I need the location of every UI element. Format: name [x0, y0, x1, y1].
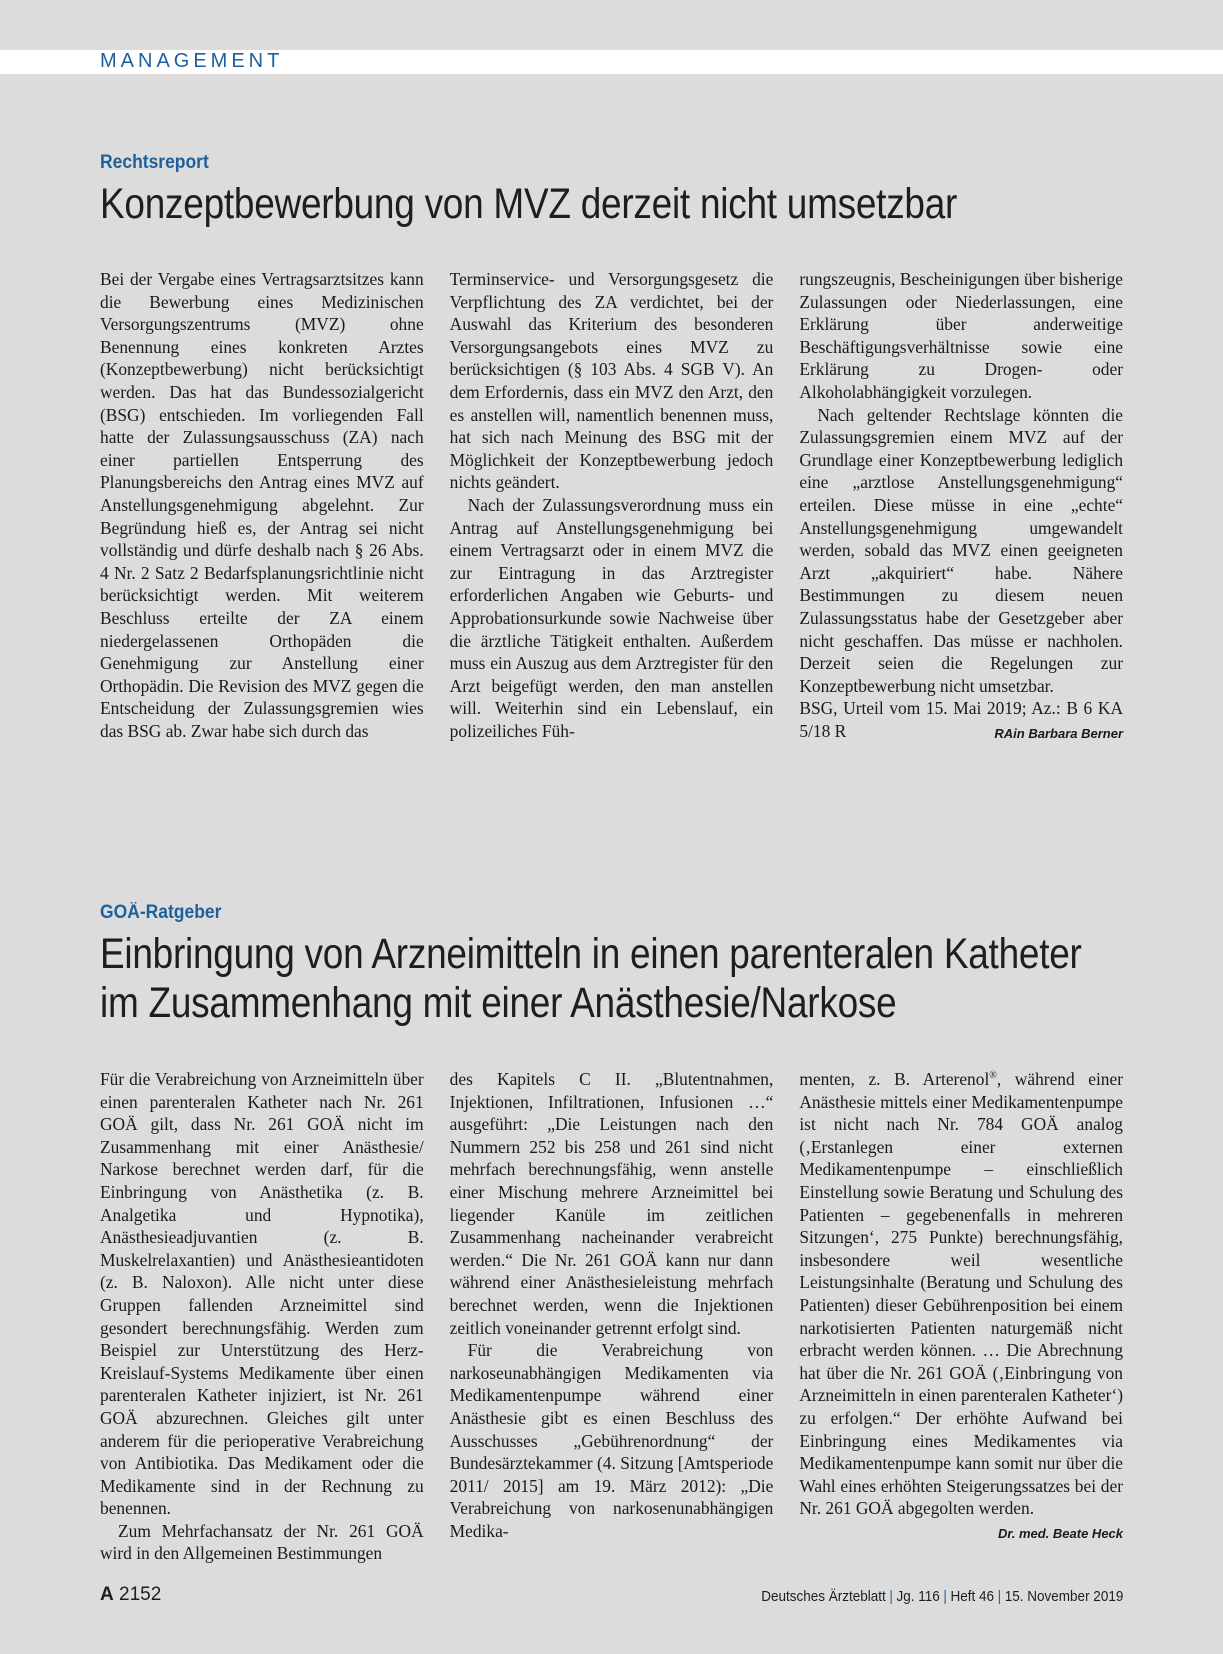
paragraph: Nach geltender Rechtslage könnten die Zulassungsgremien einem MVZ auf der Grundlage einer Konzeptbewerbung lediglich eine „arztlose Anstellungsgenehmigung“ erteilen. Diese müsse in eine „echte“ Anstellungsgenehmigung umgewandelt werden, sobald das MVZ einen geeigneten Arzt „akquiriert“ habe. Nähere Bestimmungen zu diesem neuen Zulassungsstatus habe der Gesetzgeber aber nicht geschaffen. Das müsse er nachholen. Derzeit seien die Regelungen zur Konzeptbewerbung nicht umsetzbar.: [799, 404, 1124, 696]
page-number-value: 2152: [119, 1584, 162, 1605]
paragraph: [799, 1068, 1124, 1541]
registered-mark: ®: [989, 1070, 997, 1082]
article2-column-2: [450, 1068, 774, 1565]
separator: |: [943, 1588, 947, 1605]
page-prefix: A: [100, 1584, 114, 1605]
article1-column-1: [100, 268, 424, 745]
article1-column-3: [799, 268, 1123, 745]
paragraph: Zum Mehrfachansatz der Nr. 261 GOÄ wird in den Allgemeinen Bestimmungen: [100, 1520, 424, 1564]
paragraph: rungszeugnis, Bescheinigungen über bisherige Zulassungen oder Niederlassungen, eine Erklärung über anderweitige Beschäftigungsverhältnisse sowie eine Erklärung zu Drogen- oder Alkoholabhängigkeit vorzulegen.: [799, 269, 1124, 402]
article2-title-line-2: im Zusammenhang mit einer Anästhesie/Narkose: [100, 979, 897, 1027]
paragraph: Terminservice- und Versorgungsgesetz die Verpflichtung des ZA verdichtet, bei der Auswahl das Kriterium des besonderen Versorgungsangebots eines MVZ zu berücksichtigen (§ 103 Abs. 4 SGB V). An dem Erfordernis, dass ein MVZ den Arzt, den es anstellen will, namentlich benennen muss, hat sich nach Meinung des BSG mit der Möglichkeit der Konzeptbewerbung jedoch nichts geändert.: [449, 269, 774, 493]
section-label: MANAGEMENT: [100, 50, 284, 72]
article1-kicker: Rechtsreport: [100, 152, 209, 173]
journal-name: Deutsches Ärzteblatt: [760, 1588, 886, 1605]
issue-date: 15. November 2019: [1004, 1588, 1123, 1605]
article2-column-1: [100, 1068, 424, 1565]
issue: Heft 46: [950, 1588, 994, 1605]
citation: [799, 697, 1123, 742]
volume: Jg. 116: [896, 1588, 940, 1605]
article2-column-3: [799, 1068, 1123, 1565]
article2-author: Dr. med. Beate Heck: [998, 1525, 1124, 1541]
paragraph: Für die Verabreichung von Arzneimitteln über einen parenteralen Katheter nach Nr. 261 GOÄ gilt, dass Nr. 261 GOÄ nicht im Zusammenhang mit einer Anästhesie/ Narkose berechnet werden darf, für die Einbringung von Anästhetika (z. B. Analgetika und Hypnotika), Anästhesieadjuvantien (z. B. Muskelrelaxantien) und Anästhesieantidoten (z. B. Naloxon). Alle nicht unter diese Gruppen fallenden Arzneimittel sind gesondert berechnungsfähig. Werden zum Beispiel zur Unterstützung des Herz-Kreislauf-Systems Medikamente über einen parenteralen Katheter injiziert, ist Nr. 261 GOÄ abzurechnen. Gleiches gilt unter anderem für die perioperative Verabreichung von Antibiotika. Das Medikament oder die Medikamente sind in der Rechnung zu benennen.: [100, 1069, 424, 1519]
paragraph: des Kapitels C II. „Blutentnahmen, Injektionen, Infiltrationen, Infusionen …“ ausgeführt: „Die Leistungen nach den Nummern 252 bis 258 und 261 sind nicht mehrfach berechnungsfähig, wenn anstelle einer Mischung mehrere Arzneimittel bei liegender Kanüle im zeitlichen Zusammenhang nacheinander verabreicht werden.“ Die Nr. 261 GOÄ kann nur dann während einer Anästhesieleistung mehrfach berechnet werden, wenn die Injektionen zeitlich voneinander getrennt erfolgt sind.: [449, 1069, 774, 1338]
article1-title: Konzeptbewerbung von MVZ derzeit nicht umsetzbar: [100, 180, 958, 228]
page-number: [100, 1584, 161, 1606]
article1-column-2: [450, 268, 774, 745]
separator: |: [889, 1588, 893, 1605]
journal-info: [761, 1588, 1123, 1605]
article1-body: [100, 268, 1123, 745]
paragraph-rest: , während einer Anästhesie mittels einer Medikamentenpumpe ist nicht nach Nr. 784 GOÄ analog (‚Erstanlegen einer externen Medikamentenpumpe – einschließlich Einstellung sowie Beratung und Schulung des Patienten – gegebenenfalls in mehreren Sitzungen‘, 275 Punkte) berechnungsfähig, insbesondere weil wesentliche Leistungsinhalte (Beratung und Schulung des Patienten) dieser Gebührenposition bei einem narkotisierten Patienten naturgemäß nicht erbracht werden können. … Die Abrechnung hat über die Nr. 261 GOÄ (‚Einbringung von Arzneimitteln in einen parenteralen Katheter‘) zu erfolgen.“ Der erhöhte Aufwand bei Einbringung eines Medikamentes via Medikamentenpumpe kann somit nur über die Wahl eines erhöhten Steigerungssatzes bei der Nr. 261 GOÄ abgegolten werden.: [799, 1069, 1124, 1519]
article1-author: RAin Barbara Berner: [994, 725, 1124, 741]
paragraph: Nach der Zulassungsverordnung muss ein Antrag auf Anstellungsgenehmigung bei einem Vertragsarzt oder in einem MVZ die zur Eintragung in das Arztregister erforderlichen Angaben wie Geburts- und Approbationsurkunde sowie Nachweise über die ärztliche Tätigkeit enthalten. Außerdem muss ein Auszug aus dem Arztregister für den Arzt beigefügt werden, den man anstellen will. Weiterhin sind ein Lebenslauf, ein polizeiliches Füh-: [449, 494, 774, 741]
article2-body: [100, 1068, 1123, 1565]
citation-text: BSG, Urteil vom 15. Mai 2019; Az.: B 6 KA 5/18 R: [799, 698, 1124, 741]
separator: |: [997, 1588, 1001, 1605]
article2-title-line-1: Einbringung von Arzneimitteln in einen parenteralen Katheter: [100, 930, 1082, 978]
paragraph: Bei der Vergabe eines Vertragsarztsitzes kann die Bewerbung eines Medizinischen Versorgungszentrums (MVZ) ohne Benennung eines konkreten Arztes (Konzeptbewerbung) nicht berücksichtigt werden. Das hat das Bundessozialgericht (BSG) entschieden. Im vorliegenden Fall hatte der Zulassungsausschuss (ZA) nach einer partiellen Entsperrung des Planungsbereichs den Antrag eines MVZ auf Anstellungsgenehmigung abgelehnt. Zur Begründung hieß es, der Antrag sei nicht vollständig und dürfe deshalb nach § 26 Abs. 4 Nr. 2 Satz 2 Bedarfsplanungsrichtlinie nicht berücksichtigt werden. Mit weiterem Beschluss erteilte der ZA einem niedergelassenen Orthopäden die Genehmigung zur Anstellung einer Orthopädin. Die Revision des MVZ gegen die Entscheidung der Zulassungsgremien wies das BSG ab. Zwar habe sich durch das: [100, 269, 424, 741]
paragraph: Für die Verabreichung von narkoseunabhängigen Medikamenten via Medikamentenpumpe während einer Anästhesie gibt es einen Beschluss des Ausschusses „Gebührenordnung“ der Bundesärztekammer (4. Sitzung [Amtsperiode 2011/ 2015] am 19. März 2012): „Die Verabreichung von narkosenunabhängigen Medika-: [449, 1340, 774, 1541]
top-strip: [0, 0, 1223, 50]
article2-kicker: GOÄ-Ratgeber: [100, 902, 222, 923]
paragraph-start: menten, z. B. Arterenol: [799, 1069, 990, 1089]
